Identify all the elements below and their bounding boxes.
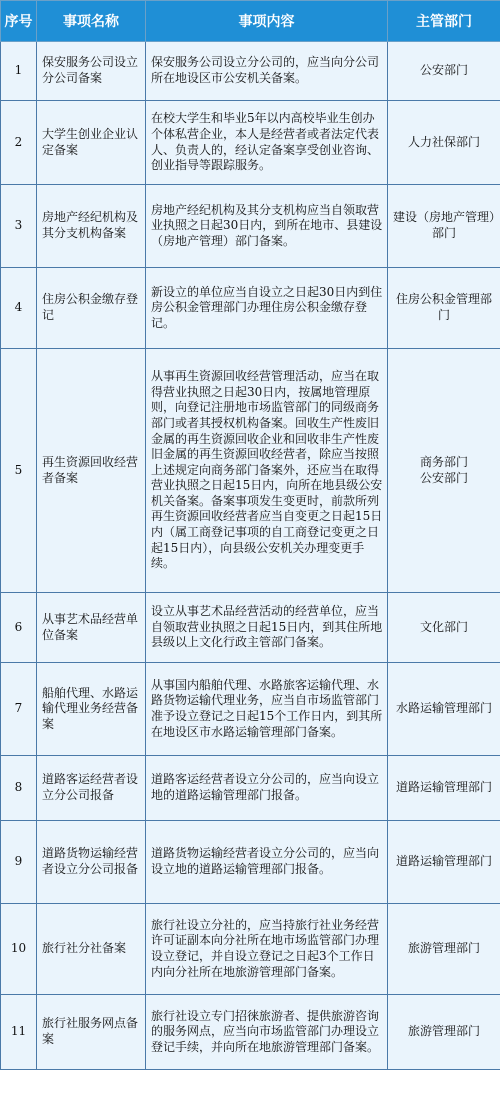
row-item-name: 从事艺术品经营单位备案 bbox=[37, 593, 146, 663]
row-department: 道路运输管理部门 bbox=[388, 756, 500, 821]
table-header-row bbox=[1, 1, 500, 42]
header-item-name: 事项名称 bbox=[37, 1, 146, 42]
table-row bbox=[1, 101, 500, 185]
row-index: 9 bbox=[1, 821, 37, 904]
row-index: 11 bbox=[1, 995, 37, 1070]
header-index: 序号 bbox=[1, 1, 37, 42]
row-index: 8 bbox=[1, 756, 37, 821]
row-department: 旅游管理部门 bbox=[388, 995, 500, 1070]
row-item-name: 旅行社服务网点备案 bbox=[37, 995, 146, 1070]
table-row bbox=[1, 349, 500, 593]
row-department: 商务部门 公安部门 bbox=[388, 349, 500, 593]
header-item-content: 事项内容 bbox=[146, 1, 388, 42]
row-department: 文化部门 bbox=[388, 593, 500, 663]
row-index: 1 bbox=[1, 42, 37, 101]
row-department: 人力社保部门 bbox=[388, 101, 500, 185]
row-item-content: 保安服务公司设立分公司的，应当向分公司所在地设区市公安机关备案。 bbox=[146, 42, 388, 101]
row-item-content: 新设立的单位应当自设立之日起30日内到住房公积金管理部门办理住房公积金缴存登记。 bbox=[146, 268, 388, 349]
row-index: 5 bbox=[1, 349, 37, 593]
row-item-name: 旅行社分社备案 bbox=[37, 904, 146, 995]
row-item-content: 道路客运经营者设立分公司的，应当向设立地的道路运输管理部门报备。 bbox=[146, 756, 388, 821]
row-department: 水路运输管理部门 bbox=[388, 663, 500, 756]
row-index: 3 bbox=[1, 185, 37, 268]
table-row bbox=[1, 821, 500, 904]
table-row bbox=[1, 185, 500, 268]
row-item-content: 道路货物运输经营者设立分公司的，应当向设立地的道路运输管理部门报备。 bbox=[146, 821, 388, 904]
row-item-content: 设立从事艺术品经营活动的经营单位，应当自领取营业执照之日起15日内，到其住所地县级以上文化行政主管部门备案。 bbox=[146, 593, 388, 663]
row-index: 2 bbox=[1, 101, 37, 185]
table-row bbox=[1, 756, 500, 821]
row-item-name: 保安服务公司设立分公司备案 bbox=[37, 42, 146, 101]
row-item-name: 大学生创业企业认定备案 bbox=[37, 101, 146, 185]
table-row bbox=[1, 593, 500, 663]
table-row bbox=[1, 904, 500, 995]
row-item-content: 旅行社设立专门招徕旅游者、提供旅游咨询的服务网点，应当向市场监管部门办理设立登记手续，并向所在地旅游管理部门备案。 bbox=[146, 995, 388, 1070]
row-item-name: 住房公积金缴存登记 bbox=[37, 268, 146, 349]
row-department: 建设（房地产管理）部门 bbox=[388, 185, 500, 268]
row-item-name: 再生资源回收经营者备案 bbox=[37, 349, 146, 593]
table-row bbox=[1, 995, 500, 1070]
row-department: 旅游管理部门 bbox=[388, 904, 500, 995]
row-index: 6 bbox=[1, 593, 37, 663]
table-row bbox=[1, 663, 500, 756]
row-index: 7 bbox=[1, 663, 37, 756]
table-row bbox=[1, 42, 500, 101]
row-department: 住房公积金管理部门 bbox=[388, 268, 500, 349]
row-department: 道路运输管理部门 bbox=[388, 821, 500, 904]
row-item-content: 房地产经纪机构及其分支机构应当自领取营业执照之日起30日内，到所在地市、县建设（房地产管理）部门备案。 bbox=[146, 185, 388, 268]
row-index: 10 bbox=[1, 904, 37, 995]
row-item-name: 道路货物运输经营者设立分公司报备 bbox=[37, 821, 146, 904]
row-department: 公安部门 bbox=[388, 42, 500, 101]
table-row bbox=[1, 268, 500, 349]
header-department: 主管部门 bbox=[388, 1, 500, 42]
row-item-name: 船舶代理、水路运输代理业务经营备案 bbox=[37, 663, 146, 756]
row-item-name: 道路客运经营者设立分公司报备 bbox=[37, 756, 146, 821]
row-item-content: 在校大学生和毕业5年以内高校毕业生创办个体私营企业，本人是经营者或者法定代表人、负责人的，经认定备案享受创业咨询、创业指导等跟踪服务。 bbox=[146, 101, 388, 185]
row-item-content: 从事再生资源回收经营管理活动，应当在取得营业执照之日起30日内，按属地管理原则，向登记注册地市场监管部门的同级商务部门或者其授权机构备案。回收生产性废旧金属的再生资源回收企业和回收非生产性废旧金属的再生资源回收经营者，除应当按照上述规定向商务部门备案外，还应当在取得营业执照之日起15日内，向所在地县级公安机关备案。备案事项发生变更时，前款所列再生资源回收经营者应当自变更之日起15日内（属工商登记事项的自工商登记变更之日起15日内），向县级公安机关办理变更手续。 bbox=[146, 349, 388, 593]
row-item-content: 旅行社设立分社的，应当持旅行社业务经营许可证副本向分社所在地市场监管部门办理设立登记，并自设立登记之日起3个工作日内向分社所在地旅游管理部门备案。 bbox=[146, 904, 388, 995]
row-item-content: 从事国内船舶代理、水路旅客运输代理、水路货物运输代理业务，应当自市场监管部门准予设立登记之日起15个工作日内，到其所在地设区市水路运输管理部门备案。 bbox=[146, 663, 388, 756]
row-item-name: 房地产经纪机构及其分支机构备案 bbox=[37, 185, 146, 268]
row-index: 4 bbox=[1, 268, 37, 349]
